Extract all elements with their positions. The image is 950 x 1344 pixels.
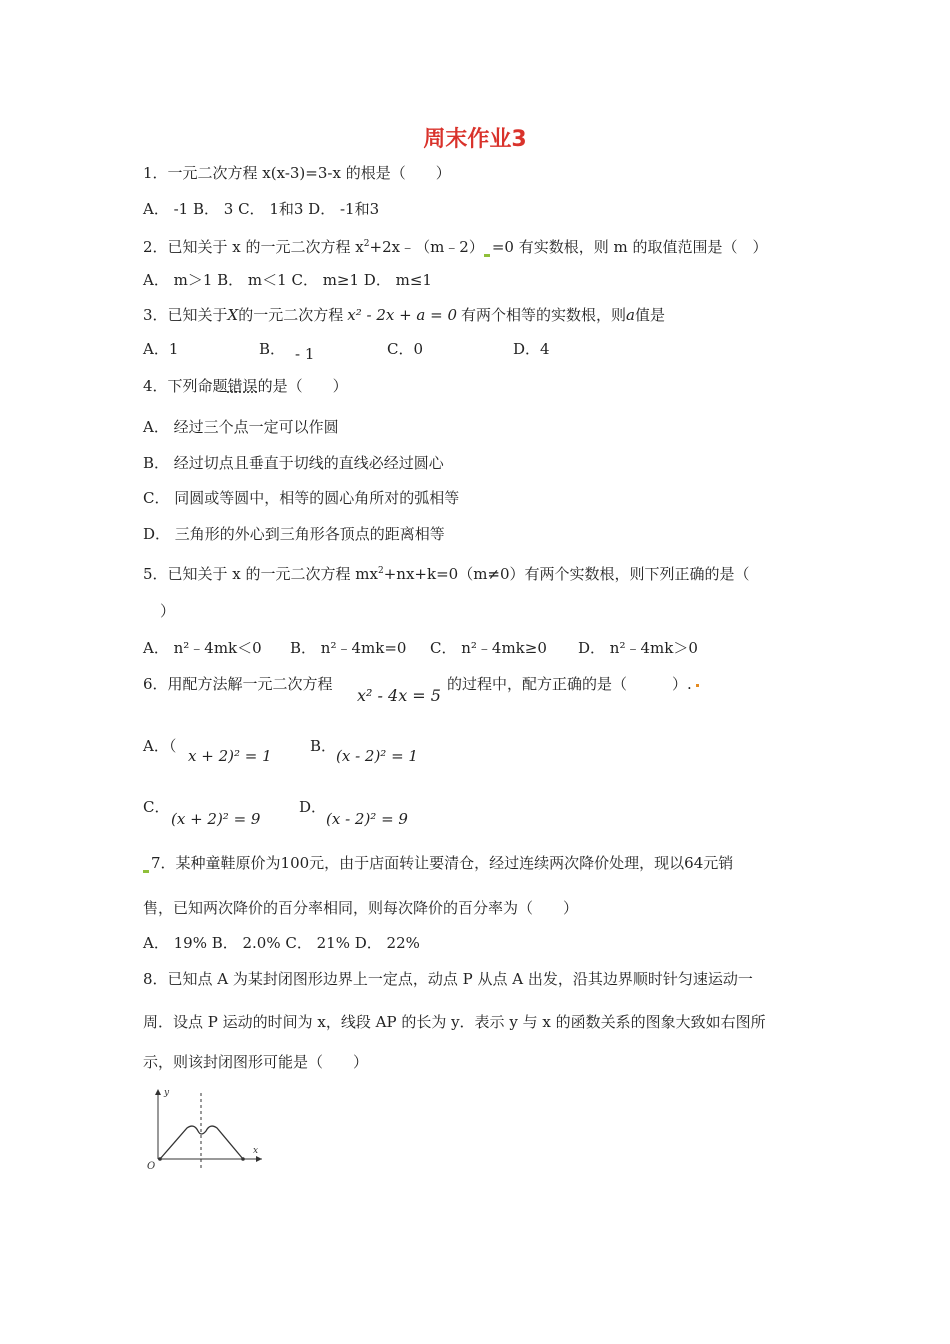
x-axis-label: x xyxy=(253,1146,259,1156)
orange-mark-icon xyxy=(696,684,699,687)
question-2-stem-part-c: =0 有实数根，则 m 的取值范围是（ ） xyxy=(491,238,768,256)
question-2-stem-part-b: +2x﹣（m﹣2） xyxy=(369,238,484,256)
question-6-stem-text: 的过程中，配方正确的是（ ）. xyxy=(447,675,692,693)
question-4-stem-part-a: 4．下列命题 xyxy=(143,377,228,395)
question-4-emphasis: 错误 xyxy=(227,377,258,395)
question-6-option-a-label: A．（ xyxy=(143,737,177,755)
question-4-option-d: D． 三角形的外心到三角形各顶点的距离相等 xyxy=(143,525,445,543)
question-4-stem-part-b: 的是（ ） xyxy=(257,377,348,395)
question-5-stem-part-a: 5．已知关于 x 的一元二次方程 mx xyxy=(143,565,378,583)
question-4-option-b: B． 经过切点且垂直于切线的直线必经过圆心 xyxy=(143,454,444,472)
question-3-option-d: D．4 xyxy=(513,340,550,358)
question-4-option-a: A． 经过三个点一定可以作圆 xyxy=(143,418,339,436)
question-6-option-c-value: (x + 2)² = 9 xyxy=(171,810,261,828)
question-6-option-d-value: (x - 2)² = 9 xyxy=(326,810,408,828)
question-3-option-b-label: B． xyxy=(259,340,286,358)
question-3-stem-part-b: 的一元二次方程 xyxy=(238,306,344,324)
origin-label: O xyxy=(147,1161,156,1172)
question-4-stem xyxy=(143,376,348,396)
green-mark-icon xyxy=(484,254,490,257)
y-axis-arrow-icon xyxy=(155,1089,161,1095)
question-3-stem xyxy=(143,305,665,325)
question-6-option-b-value: (x - 2)² = 1 xyxy=(336,747,418,765)
question-6-equation: x² - 4x = 5 xyxy=(357,686,441,705)
question-5-option-a: A． n²﹣4mk＜0 xyxy=(143,639,262,657)
start-point xyxy=(158,1157,162,1161)
question-1-options: A． -1 B． 3 C． 1和3 D． -1和3 xyxy=(143,200,380,218)
question-2-stem-part-a: 2．已知关于 x 的一元二次方程 x xyxy=(143,238,364,256)
question-5-option-c: C． n²﹣4mk≥0 xyxy=(430,639,547,657)
question-3-stem-part-c: 有两个相等的实数根，则 xyxy=(461,306,627,324)
question-7-stem-text: 7．某种童鞋原价为100元，由于店面转让要清仓，经过连续两次降价处理，现以64元销 xyxy=(151,854,734,872)
question-3-option-b xyxy=(259,339,315,363)
end-point xyxy=(241,1157,245,1161)
question-5-stem-part-b: +nx+k=0（m≠0）有两个实数根，则下列正确的是（ xyxy=(383,565,750,583)
question-5-stem xyxy=(143,561,750,584)
question-2-exponent: 2 xyxy=(363,239,370,249)
question-8-stem-line-3: 示，则该封闭图形可能是（ ） xyxy=(143,1053,369,1071)
question-3-variable-a: a xyxy=(626,306,635,324)
y-axis-label: y xyxy=(164,1088,170,1098)
question-5-stem-continued: ） xyxy=(160,602,176,620)
question-3-option-b-value: - 1 xyxy=(295,345,315,363)
question-3-stem-part-d: 值是 xyxy=(635,306,666,324)
question-7-options: A． 19% B． 2.0% C． 21% D． 22% xyxy=(143,934,420,952)
page-title: 周末作业3 xyxy=(423,127,527,152)
question-2-options: A． m＞1 B． m＜1 C． m≥1 D． m≤1 xyxy=(143,271,432,289)
question-4-option-c: C． 同圆或等圆中，相等的圆心角所对的弧相等 xyxy=(143,489,460,507)
question-6-stem-part-b xyxy=(447,674,699,694)
question-5-option-d: D． n²﹣4mk＞0 xyxy=(578,639,698,657)
question-3-option-c: C．0 xyxy=(387,340,424,358)
question-6-option-b-label: B． xyxy=(310,737,337,755)
function-graph xyxy=(140,1085,270,1175)
x-axis-arrow-icon xyxy=(256,1156,262,1162)
question-8-stem-line-2: 周．设点 P 运动的时间为 x，线段 AP 的长为 y．表示 y 与 x 的函数关系的图象大致如右图所 xyxy=(143,1013,766,1031)
question-3-stem-part-a: 3．已知关于 xyxy=(143,306,228,324)
question-3-option-a: A．1 xyxy=(143,340,179,358)
question-5-option-b: B． n²﹣4mk=0 xyxy=(290,639,407,657)
green-mark-icon xyxy=(143,870,149,873)
question-3-variable-x: X xyxy=(227,306,239,324)
question-6-option-a-value: x + 2)² = 1 xyxy=(188,747,272,765)
question-8-stem-line-1: 8．已知点 A 为某封闭图形边界上一定点，动点 P 从点 A 出发，沿其边界顺时针匀速运动一 xyxy=(143,970,753,988)
question-6-option-d-label: D． xyxy=(299,798,327,816)
question-7-stem-line-1 xyxy=(143,853,733,873)
question-6-option-c-label: C． xyxy=(143,798,170,816)
question-6-stem-part-a: 6．用配方法解一元二次方程 xyxy=(143,675,333,693)
question-2-stem xyxy=(143,234,768,257)
question-1-stem: 1．一元二次方程 x(x-3)=3-x 的根是（ ） xyxy=(143,164,451,182)
question-3-equation: x² - 2x + a = 0 xyxy=(347,306,458,324)
question-5-exponent: 2 xyxy=(378,566,384,576)
question-7-stem-line-2: 售，已知两次降价的百分率相同，则每次降价的百分率为（ ） xyxy=(143,899,579,917)
